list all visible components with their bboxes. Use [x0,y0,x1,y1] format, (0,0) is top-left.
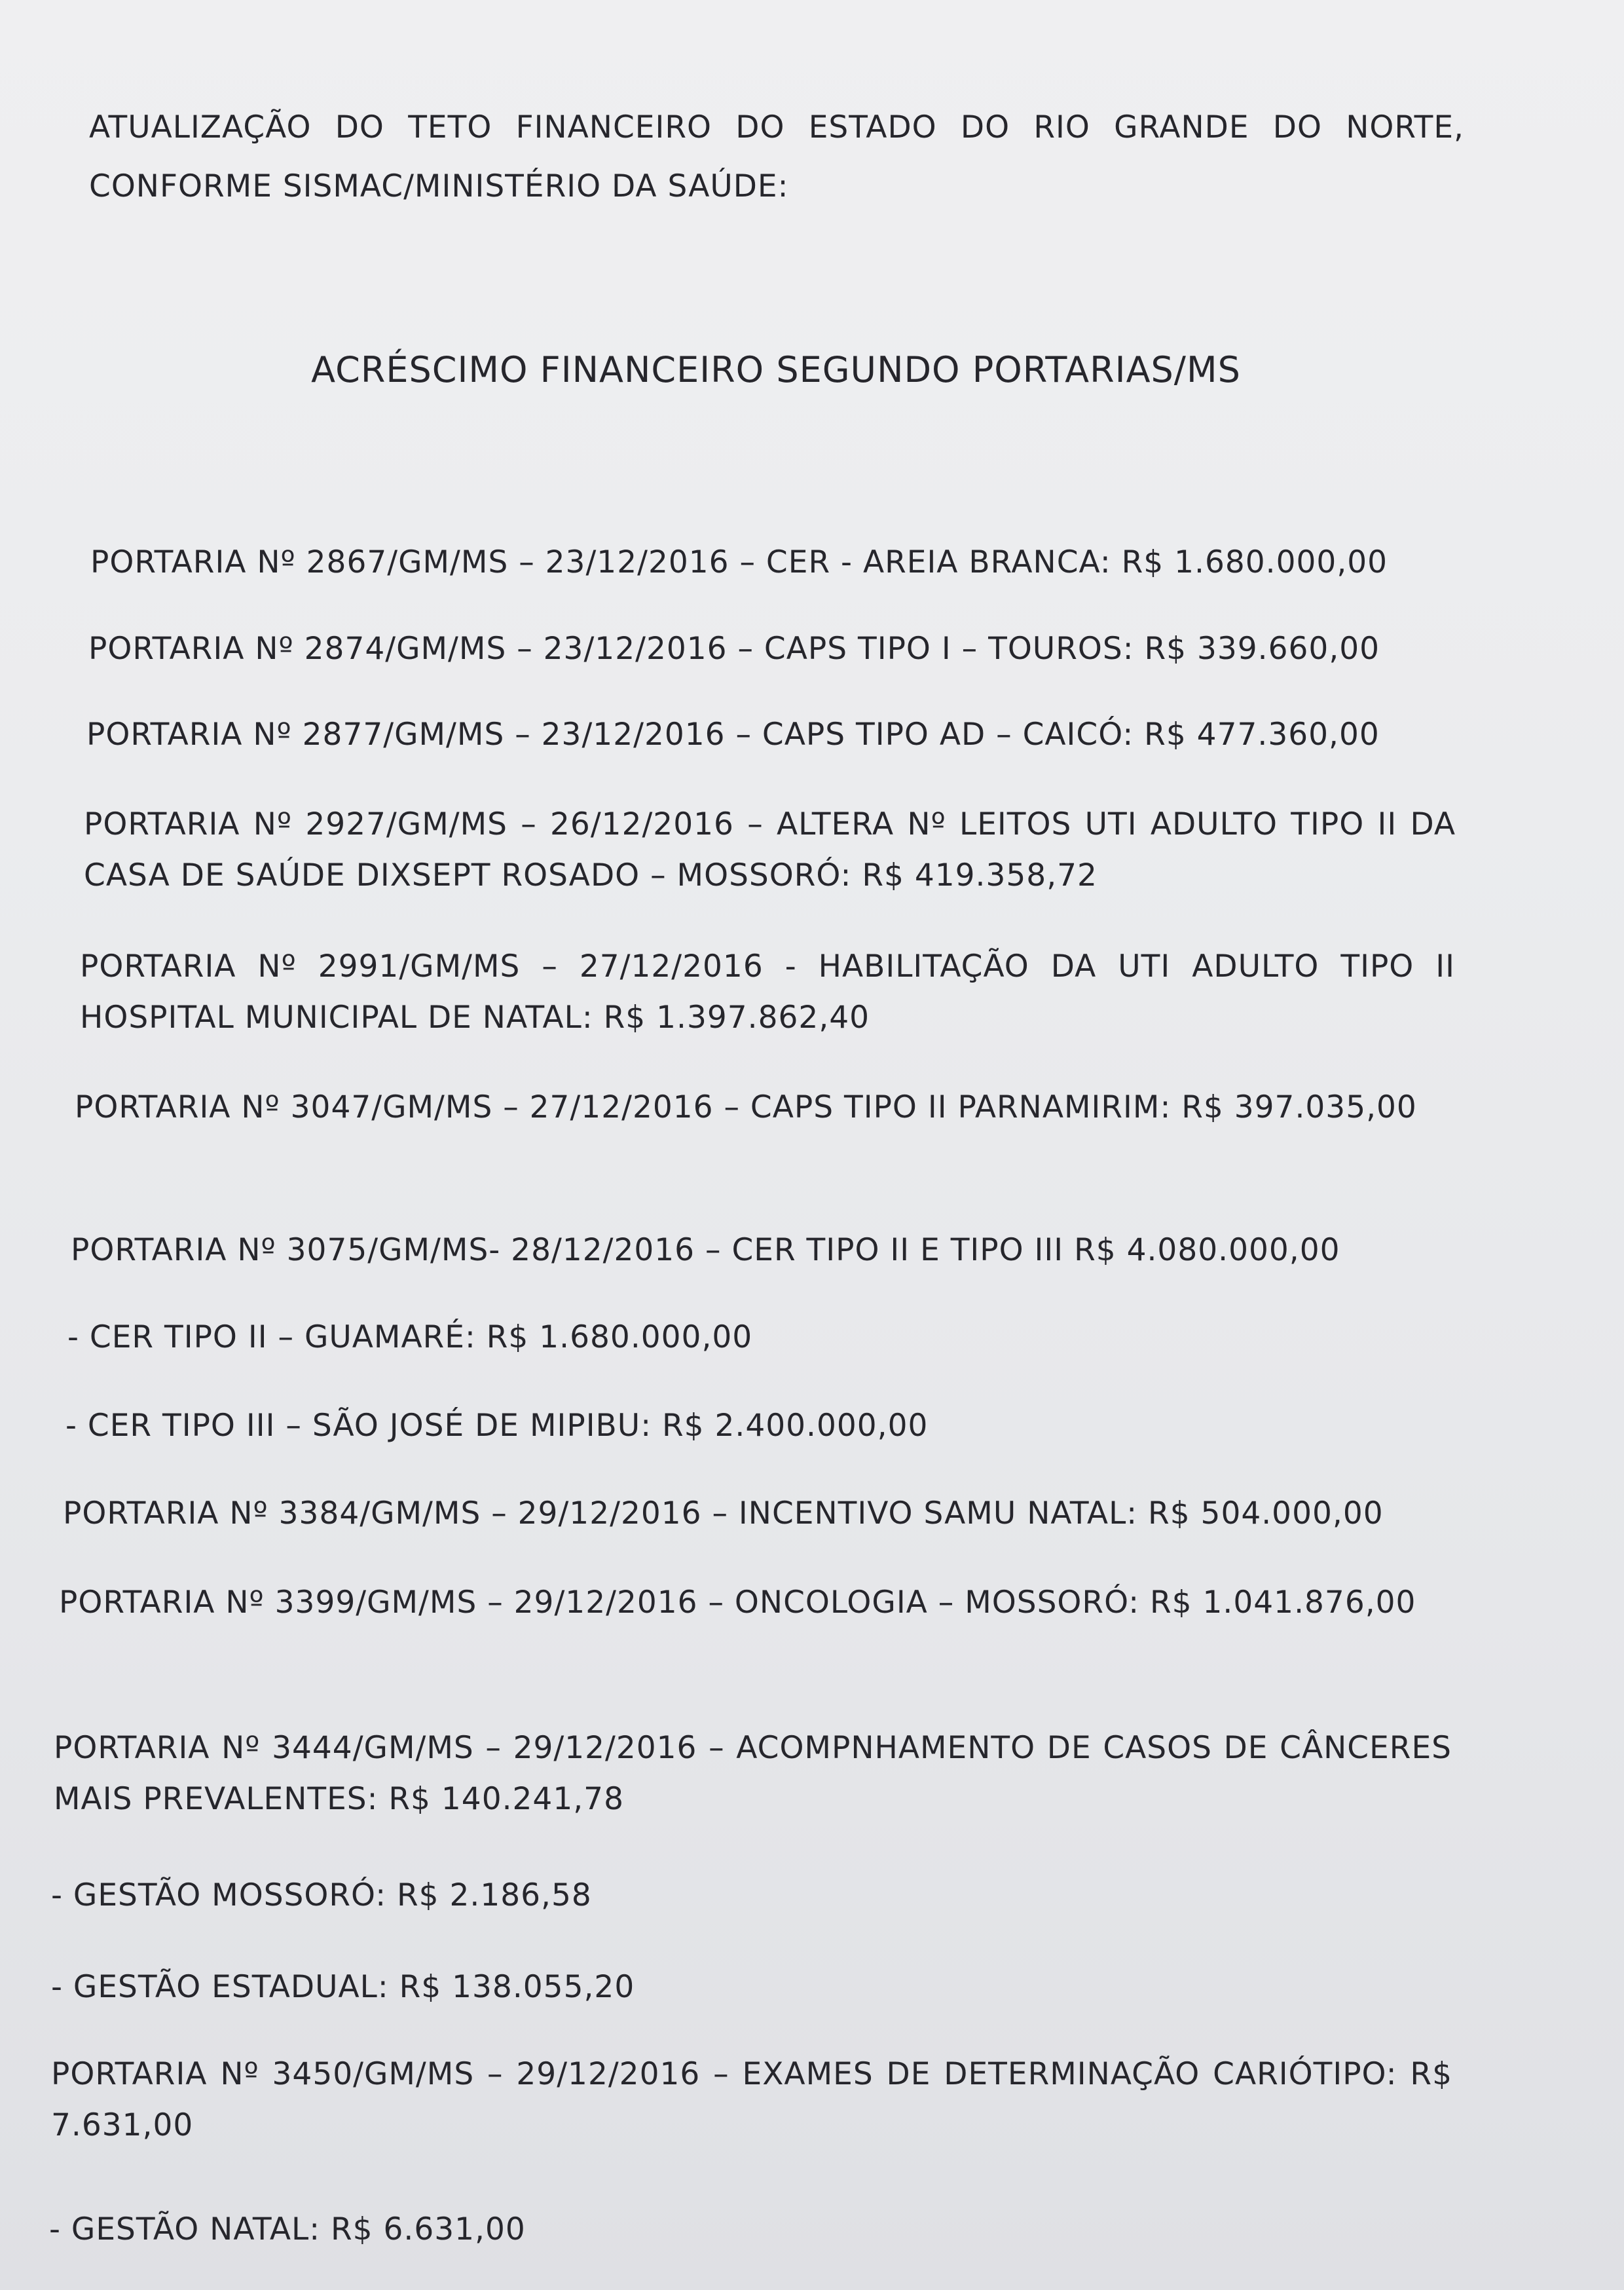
sub-entry: - CER TIPO III – SÃO JOSÉ DE MIPIBU: R$ 2.400.000,00 [65,1408,929,1444]
sub-entry: - GESTÃO ESTADUAL: R$ 138.055,20 [51,1969,635,2005]
portaria-entry: PORTARIA Nº 2927/GM/MS – 26/12/2016 – ALTERA Nº LEITOS UTI ADULTO TIPO II DA CASA DE SAÚDE DIXSEPT ROSADO – MOSSORÓ: R$ 419.358,72 [84,806,1456,893]
portaria-entry: PORTARIA Nº 3450/GM/MS – 29/12/2016 – EXAMES DE DETERMINAÇÃO CARIÓTIPO: R$ 7.631,00 [51,2056,1452,2143]
portaria-entry: PORTARIA Nº 3444/GM/MS – 29/12/2016 – ACOMPNHAMENTO DE CASOS DE CÂNCERES MAIS PREVALENTES: R$ 140.241,78 [54,1730,1452,1817]
document-subtitle: ACRÉSCIMO FINANCEIRO SEGUNDO PORTARIAS/MS [311,349,1241,390]
document-header: ATUALIZAÇÃO DO TETO FINANCEIRO DO ESTADO DO RIO GRANDE DO NORTE, CONFORME SISMAC/MINISTÉRIO DA SAÚDE: [89,109,1464,204]
sub-entry: - CER TIPO II – GUAMARÉ: R$ 1.680.000,00 [67,1319,753,1355]
sub-entry: - GESTÃO NATAL: R$ 6.631,00 [49,2211,526,2247]
sub-entry: - GESTÃO MOSSORÓ: R$ 2.186,58 [51,1877,592,1913]
portaria-entry: PORTARIA Nº 3047/GM/MS – 27/12/2016 – CAPS TIPO II PARNAMIRIM: R$ 397.035,00 [75,1089,1417,1125]
portaria-entry: PORTARIA Nº 2874/GM/MS – 23/12/2016 – CAPS TIPO I – TOUROS: R$ 339.660,00 [88,631,1380,667]
portaria-entry: PORTARIA Nº 3075/GM/MS- 28/12/2016 – CER TIPO II E TIPO III R$ 4.080.000,00 [71,1232,1340,1268]
portaria-entry: PORTARIA Nº 3399/GM/MS – 29/12/2016 – ONCOLOGIA – MOSSORÓ: R$ 1.041.876,00 [59,1585,1416,1621]
portaria-entry: PORTARIA Nº 3384/GM/MS – 29/12/2016 – INCENTIVO SAMU NATAL: R$ 504.000,00 [63,1495,1384,1531]
portaria-entry: PORTARIA Nº 2991/GM/MS – 27/12/2016 - HABILITAÇÃO DA UTI ADULTO TIPO II HOSPITAL MUNICIPAL DE NATAL: R$ 1.397.862,40 [80,948,1455,1036]
portaria-entry: PORTARIA Nº 2867/GM/MS – 23/12/2016 – CER - AREIA BRANCA: R$ 1.680.000,00 [90,544,1388,580]
portaria-entry: PORTARIA Nº 2877/GM/MS – 23/12/2016 – CAPS TIPO AD – CAICÓ: R$ 477.360,00 [86,717,1380,753]
